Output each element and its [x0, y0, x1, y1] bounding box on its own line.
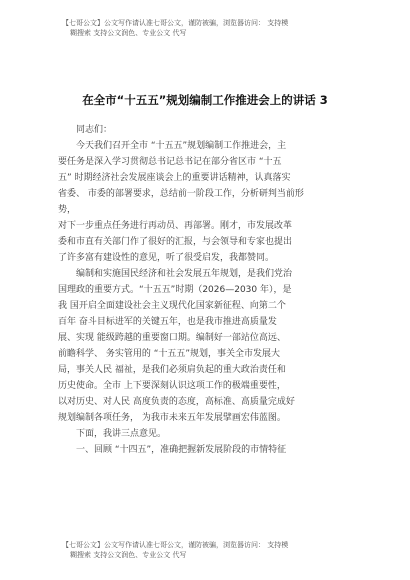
- document-body: [58, 122, 374, 458]
- header-line: 糊搜索 支持公文润色、专业公文 代写: [70, 29, 187, 37]
- body-line: 局，事关人民 福祉，是我们必须肩负起的重大政治责任和: [58, 365, 286, 375]
- body-line: 国理政的重要方式。“十五五”时期（2026—2030 年），是: [58, 285, 292, 295]
- footer-line: 糊搜索 支持公文润色、专业公文 代写: [70, 551, 187, 559]
- page-header: [62, 18, 390, 38]
- salutation: 同志们：: [76, 125, 113, 135]
- body-line: 历史使命。全市 上下要深刻认识这项工作的极端重要性，: [58, 381, 286, 391]
- footer-line: 【七哥公文】公文写作请认准七哥公文，谨防被骗，浏览器访问： 支持模: [62, 541, 289, 549]
- body-line: 展、实现 能级跨越的重要窗口期。编制好一部站位高远、: [58, 333, 286, 343]
- body-line: 前瞻科学、 务实管用的 “十五五”规划，事关全市发展大: [58, 349, 281, 359]
- body-line: 编制和实施国民经济和社会发展五年规划，是我们党治: [76, 269, 293, 279]
- body-line: 对下一步重点任务进行再动员、再部署。刚才，市发展改革: [58, 221, 293, 231]
- body-line: 要任务是深入学习贯彻总书记总书记在部分省区市 “十五: [58, 157, 282, 167]
- document-title: 在全市“十五五”规划编制工作推进会上的讲话 3: [82, 93, 328, 107]
- body-line: 委和市直有关部门作了很好的汇报，与会领导和专家也提出: [58, 237, 293, 247]
- body-line: 以对历史、对人民 高度负责的态度，高标准、高质量完成好: [58, 397, 295, 407]
- body-line: 今天我们召开全市 “十五五”规划编制工作推进会，主: [76, 141, 287, 151]
- section-heading: 一、回顾 “十四五”，准确把握新发展阶段的市情特征: [76, 445, 287, 455]
- transition-line: 下面，我讲三点意见。: [76, 429, 167, 439]
- body-line: 了许多富有建设性的意见，听了很受启发，我都赞同。: [58, 253, 275, 263]
- body-line: 我 国开启全面建设社会主义现代化国家新征程、向第二个: [58, 301, 286, 311]
- body-line: 规划编制各项任务， 为我市未来五年发展擘画宏伟蓝图。: [58, 413, 286, 423]
- body-line: 省委、 市委的部署要求，总结前一阶段工作，分析研判当前形: [58, 189, 304, 199]
- body-line: 势，: [58, 205, 77, 215]
- page-footer: [62, 540, 390, 560]
- header-line: 【七哥公文】公文写作请认准七哥公文，谨防被骗，浏览器访问： 支持模: [62, 19, 289, 27]
- body-line: 五” 时期经济社会发展座谈会上的重要讲话精神，认真落实: [58, 173, 291, 183]
- body-line: 百年 奋斗目标进军的关键五年，也是我市推进高质量发: [58, 317, 277, 327]
